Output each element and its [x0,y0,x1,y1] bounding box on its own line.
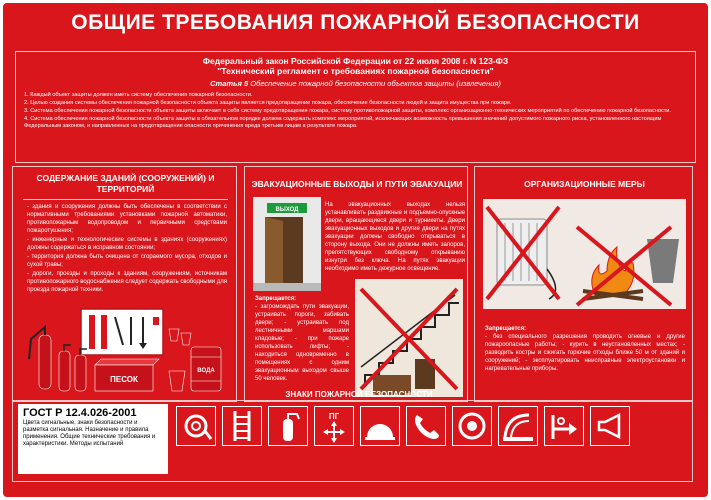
organizational-prohibited [485,325,685,373]
hydrant-pg-label: ПГ [328,412,340,421]
buildings-paragraph: - здания и сооружения должны быть обеспечены в соответствии с нормативными требованиями установками пожарной автоматики, противопожарным водопроводом и первичными средствами пожаротушения; [27,204,227,234]
buildings-paragraph: - дороги, проезды и проходы к зданиям, сооружениям, источникам противопожарного водоснабжения следует содержать свободными для проезда пожарной техники. [27,271,227,293]
signs-heading: ЗНАКИ ПОЖАРНОЙ БЕЗОПАСНОСТИ [285,390,433,399]
law-heading-2: "Технический регламент о требованиях пожарной безопасности" [217,66,494,76]
organizational-panel [474,166,693,402]
buildings-panel [12,166,237,402]
water-barrel-label: ВОДА [197,368,215,374]
law-article [24,78,687,89]
organizational-illustration [483,199,686,309]
hydrant-icon [314,406,354,446]
fire-equipment-illustration [19,305,232,399]
fire-alarm-button-icon [360,406,400,446]
loudspeaker-icon [590,406,630,446]
organizational-heading: ОРГАНИЗАЦИОННЫЕ МЕРЫ [524,179,645,189]
fire-hose-reel-icon [498,406,538,446]
evacuation-prohibited [255,295,349,383]
gost-title: ГОСТ Р 12.4.026-2001 [23,407,137,419]
gost-description: Цвета сигнальные, знаки безопасности и разметка сигнальная. Назначение и правила применения. Общие технические требования и характеристики. Методы испытаний [23,420,156,447]
law-article-title: Обеспечение пожарной безопасности объектов защиты (извлечения) [250,79,501,88]
poster-title: ОБЩИЕ ТРЕБОВАНИЯ ПОЖАРНОЙ БЕЗОПАСНОСТИ [71,11,640,34]
law-item: 1. Каждый объект защиты должен иметь систему обеспечения пожарной безопасности. [24,92,253,98]
sand-box-label: ПЕСОК [110,375,138,384]
evacuation-prohibited-items: - загромождать пути эвакуации, устраивать пороги, забивать двери; - устраивать под лестничными маршами кладовые; - при пожаре использовать лифты; - находиться одновременно в помещениях с одним эвакуационным выходом свыше 50 человек. [255,304,349,382]
stairs-prohibited-illustration [355,279,463,397]
siren-icon [452,406,492,446]
evacuation-panel [244,166,468,402]
fire-extinguisher-icon [268,406,308,446]
evacuation-prohibited-label: Запрещается: [255,296,297,302]
fire-phone-icon [406,406,446,446]
law-item: 3. Система обеспечения пожарной безопасности объекта защиты включает в себя систему предотвращения пожара, систему противопожарной защиты, комплекс организационно-технических мероприятий по обеспечению пожарной безопасности. [24,108,671,114]
law-article-number: Статья 5 [210,79,249,88]
buildings-paragraph: - инженерные и технологические системы в зданиях (сооружениях) должны содержаться в исправном состоянии; [27,237,227,251]
gost-block [18,404,168,474]
evacuation-text: На эвакуационных выходах нельзя устанавливать раздвижные и подъемно-опускные двери, вращающиеся двери и турникеты. Двери эвакуационных выходов и другие двери на путях эвакуации должны свободно открываться в сторону выхода. Они не должны иметь запоров, препятствующих свободному открыванию изнутри без ключа. На путях эвакуации необходимо иметь дежурное освещение. [325,202,465,272]
law-block [15,51,696,163]
fire-hose-icon [176,406,216,446]
evacuation-heading: ЭВАКУАЦИОННЫЕ ВЫХОДЫ И ПУТИ ЭВАКУАЦИИ [251,179,463,189]
organizational-prohibited-items: - без специального разрешения проводить огневые и другие пожароопасные работы; - курить в неустановленных местах; - разводить костры и сжигать горючие отходы ближе 50 м от зданий и сооружений; - эксплуатировать неисправные электроустановки и нагревательные приборы. [485,334,685,372]
poster-frame [3,3,708,497]
law-heading-1: Федеральный закон Российской Федерации от 22 июля 2008 г. N 123-ФЗ [202,56,509,66]
valve-icon [544,406,584,446]
law-item: 4. Система обеспечения пожарной безопасности объекта защиты в обязательном порядке должна содержать комплекс мероприятий, исключающих возможность превышения значений допустимого пожарного риска, установленного настоящим Федеральным законом, и направленных на предотвращение опасности причинения вреда третьим лицам в результате пожара. [24,116,662,129]
law-item: 2. Целью создания системы обеспечения пожарной безопасности объекта защиты является предотвращение пожара, обеспечение безопасности людей и защита имущества при пожаре. [24,100,512,106]
law-items [24,92,687,130]
fire-ladder-icon [222,406,262,446]
exit-sign-label: ВЫХОД [275,207,299,213]
buildings-text [27,203,227,295]
buildings-paragraph: - территория должна быть очищена от сгораемого мусора, отходов и сухой травы; [27,254,227,268]
exit-door-illustration [253,197,321,291]
buildings-heading: СОДЕРЖАНИЕ ЗДАНИЙ (СООРУЖЕНИЙ) И ТЕРРИТОРИЙ [23,173,228,200]
organizational-prohibited-label: Запрещается: [485,326,527,332]
